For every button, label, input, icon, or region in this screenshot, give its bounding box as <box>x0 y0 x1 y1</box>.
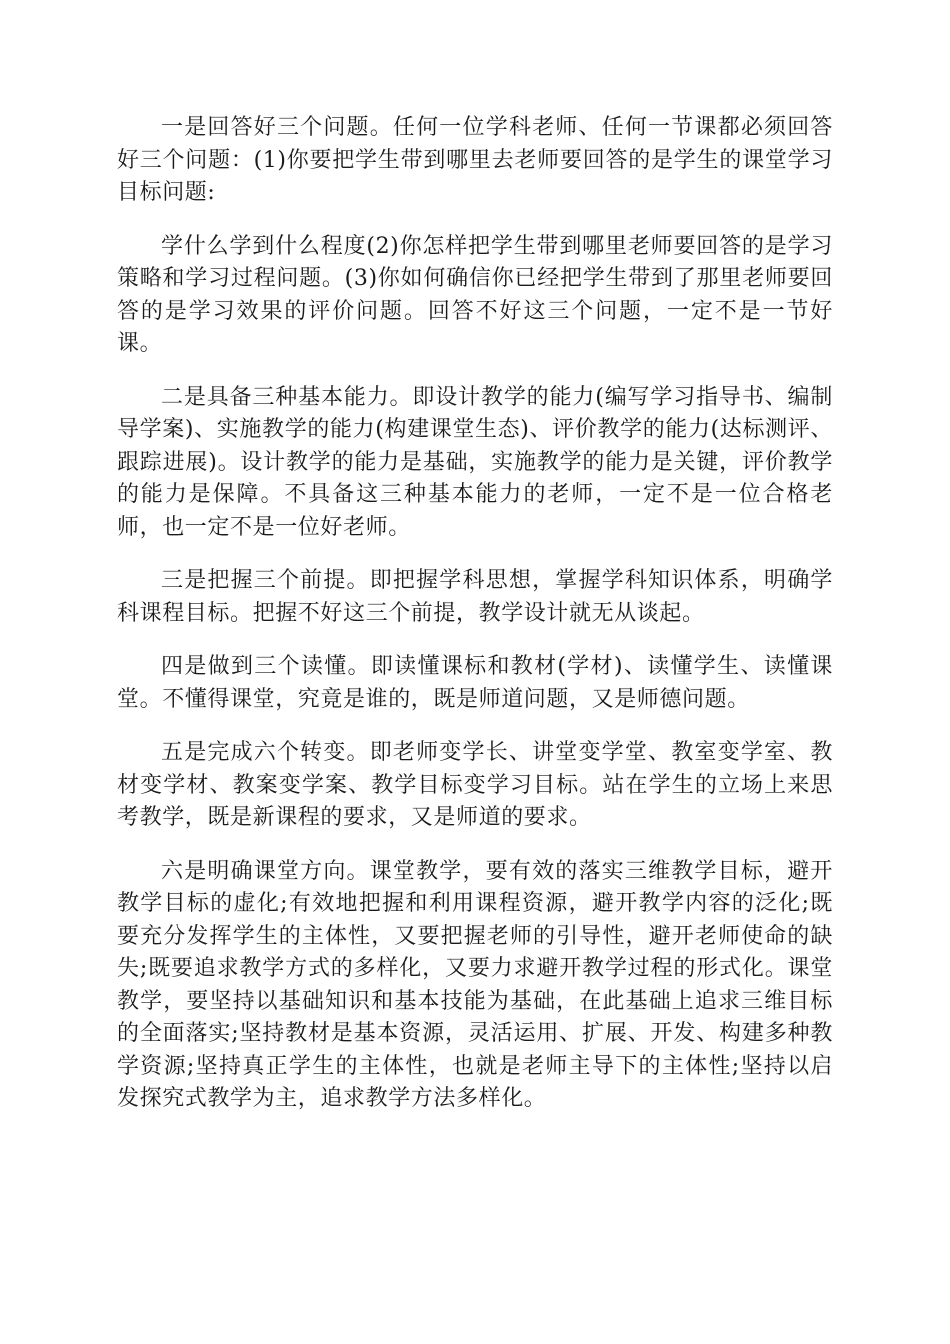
paragraph-7: 六是明确课堂方向。课堂教学，要有效的落实三维教学目标，避开教学目标的虚化;有效地把握和利用课程资源，避开教学内容的泛化;既要充分发挥学生的主体性，又要把握老师的引导性，避开老师使命的缺失;既要追求教学方式的多样化，又要力求避开教学过程的形式化。课堂教学，要坚持以基础知识和基本技能为基础，在此基础上追求三维目标的全面落实;坚持教材是基本资源，灵活运用、扩展、开发、构建多种教学资源;坚持真正学生的主体性，也就是老师主导下的主体性;坚持以启发探究式教学为主，追求教学方法多样化。 <box>117 858 833 1111</box>
paragraph-1: 一是回答好三个问题。任何一位学科老师、任何一节课都必须回答好三个问题：(1)你要把学生带到哪里去老师要回答的是学生的课堂学习目标问题: <box>117 115 833 205</box>
document-body <box>117 112 833 1137</box>
paragraph-2: 学什么学到什么程度(2)你怎样把学生带到哪里老师要回答的是学习策略和学习过程问题。(3)你如何确信你已经把学生带到了那里老师要回答的是学习效果的评价问题。回答不好这三个问题，一定不是一节好课。 <box>117 233 833 356</box>
paragraph-6: 五是完成六个转变。即老师变学长、讲堂变学堂、教室变学室、教材变学材、教案变学案、教学目标变学习目标。站在学生的立场上来思考教学，既是新课程的要求，又是师道的要求。 <box>117 740 833 830</box>
paragraph-5: 四是做到三个读懂。即读懂课标和教材(学材)、读懂学生、读懂课堂。不懂得课堂，究竟是谁的，既是师道问题，又是师德问题。 <box>117 654 833 712</box>
paragraph-3: 二是具备三种基本能力。即设计教学的能力(编写学习指导书、编制导学案)、实施教学的能力(构建课堂生态)、评价教学的能力(达标测评、跟踪进展)。设计教学的能力是基础，实施教学的能力是关键，评价教学的能力是保障。不具备这三种基本能力的老师，一定不是一位合格老师，也一定不是一位好老师。 <box>117 384 833 540</box>
paragraph-4: 三是把握三个前提。即把握学科思想，掌握学科知识体系，明确学科课程目标。把握不好这三个前提，教学设计就无从谈起。 <box>117 568 833 626</box>
